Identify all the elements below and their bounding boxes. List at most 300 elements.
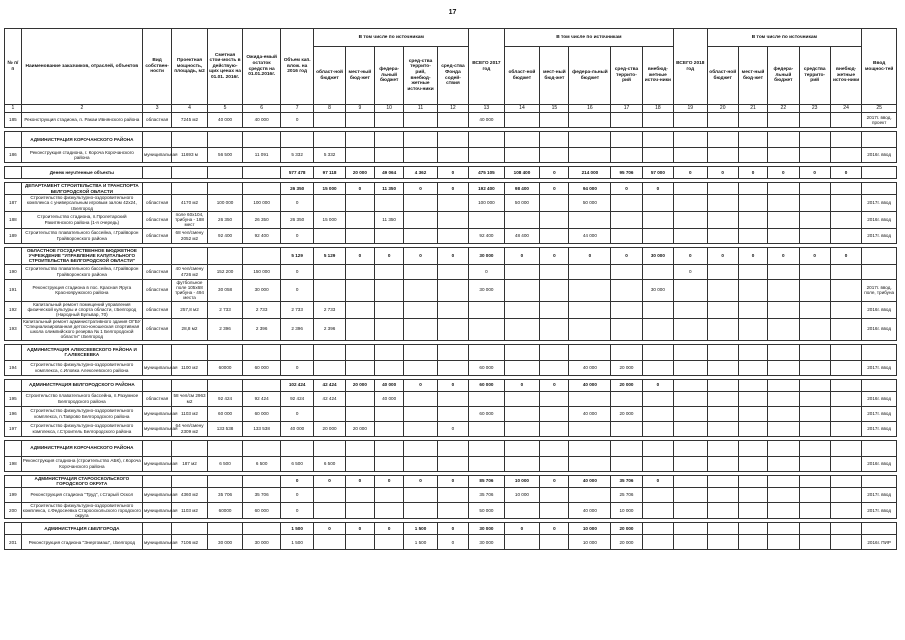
header-src17-territory: сред-ства террито-рий — [611, 47, 642, 105]
value-total17: 50 000 — [469, 502, 505, 519]
value-c17: 20 000 — [611, 535, 642, 550]
section-no — [5, 475, 22, 487]
section-cell — [314, 440, 345, 456]
section-title: АДМИНИСТРАЦИЯ СТАРООСКОЛЬСКОГО ГОРОДСКОГО ОКРУГА — [21, 475, 142, 487]
header-sources-2018: В том числе по источникам — [707, 29, 862, 47]
value-c10 — [375, 148, 404, 163]
value-total18 — [674, 301, 707, 318]
header-row-1 — [5, 29, 897, 47]
value-c12 — [437, 113, 468, 128]
value-c21 — [738, 456, 767, 471]
total-exp — [243, 247, 281, 264]
capacity: 68 чел/смену 2052 м2 — [172, 228, 208, 243]
value-exp: 133 538 — [243, 421, 281, 436]
value-total17 — [469, 301, 505, 318]
header-total-2017: ВСЕГО 2017 год — [469, 29, 505, 105]
value-c23 — [799, 211, 830, 228]
section-cell — [707, 344, 738, 360]
value-c18 — [642, 456, 673, 471]
value-total18 — [674, 502, 707, 519]
value-c9 — [345, 113, 374, 128]
value-c17 — [611, 391, 642, 406]
total-est — [207, 475, 243, 487]
value-exp: 40 000 — [243, 113, 281, 128]
value-c23 — [799, 195, 830, 212]
value-c12 — [437, 195, 468, 212]
value-c20 — [707, 148, 738, 163]
total-c20 — [707, 379, 738, 391]
col-num: 10 — [375, 105, 404, 113]
total-exp — [243, 379, 281, 391]
value-c10 — [375, 502, 404, 519]
value-c16 — [569, 391, 611, 406]
capacity: 1103 м2 — [172, 502, 208, 519]
ownership-type: муниципальная — [142, 535, 171, 550]
header-sources-2016: В том числе по источникам — [314, 29, 469, 47]
value-est: 30 058 — [207, 279, 243, 301]
capacity: 4360 м2 — [172, 487, 208, 502]
section-cell — [172, 344, 208, 360]
value-exp: 2 396 — [243, 318, 281, 340]
value-total17 — [469, 421, 505, 436]
ownership-type: областная — [142, 113, 171, 128]
section-title: АДМИНИСТРАЦИЯ АЛЕКСЕЕВСКОГО РАЙОНА И Г.АЛЕКСЕЕВКА — [21, 344, 142, 360]
value-c10 — [375, 360, 404, 375]
value-exp: 100 000 — [243, 195, 281, 212]
value-c10: 11 350 — [375, 211, 404, 228]
value-c22 — [768, 211, 799, 228]
row-number: 191 — [5, 279, 22, 301]
object-name: Строительство физкультурно-оздоровительного комплекса, с.Иловка Алексеевского района — [21, 360, 142, 375]
value-c15 — [540, 360, 569, 375]
value-c16 — [569, 279, 611, 301]
object-name: Реконструкция стадиона в пос. Красная Яруга Краснояружского района — [21, 279, 142, 301]
value-c14 — [504, 301, 540, 318]
total-c8: 42 424 — [314, 379, 345, 391]
section-cell — [569, 344, 611, 360]
col-num: 22 — [768, 105, 799, 113]
object-name: Строительство плавательного бассейна, г.Грайворон Грайворонского района — [21, 228, 142, 243]
row-number: 197 — [5, 421, 22, 436]
value-total17: 100 000 — [469, 195, 505, 212]
commission: 2016г. ввод — [862, 301, 897, 318]
value-c10 — [375, 318, 404, 340]
total-c10: 49 064 — [375, 167, 404, 179]
value-c14 — [504, 391, 540, 406]
header-area: Проектная мощность, площадь, м2 — [172, 29, 208, 105]
total-c21: 0 — [738, 247, 767, 264]
ownership-type: областная — [142, 391, 171, 406]
capacity: 28,8 м2 — [172, 318, 208, 340]
value-est: 92 400 — [207, 228, 243, 243]
value-c8: 15 000 — [314, 211, 345, 228]
commission: 2017г. ввод — [862, 502, 897, 519]
section-cell — [469, 344, 505, 360]
header-src18-federal: федера-льный бюджет — [768, 47, 799, 105]
value-c23 — [799, 502, 830, 519]
value-c16 — [569, 211, 611, 228]
value-c24 — [830, 228, 861, 243]
value-c8 — [314, 279, 345, 301]
total-c21: 0 — [738, 167, 767, 179]
value-c15 — [540, 228, 569, 243]
commission: 2016г. ввод — [862, 391, 897, 406]
value-c18 — [642, 421, 673, 436]
value-c17 — [611, 301, 642, 318]
capacity: 40 чел/смену 4726 м2 — [172, 264, 208, 279]
value-c23 — [799, 301, 830, 318]
value-c14 — [504, 148, 540, 163]
value-c20 — [707, 502, 738, 519]
value-est: 30 000 — [207, 535, 243, 550]
value-c12 — [437, 360, 468, 375]
value-c17 — [611, 318, 642, 340]
section-cell — [504, 344, 540, 360]
section-cell — [404, 344, 437, 360]
row-number: 200 — [5, 502, 22, 519]
total-c22: 0 — [768, 167, 799, 179]
object-name: Реконструкция стадиона "Труд", г.Старый Оскол — [21, 487, 142, 502]
value-c9 — [345, 318, 374, 340]
area-cell — [172, 475, 208, 487]
value-total17: 40 000 — [469, 113, 505, 128]
value-c23 — [799, 318, 830, 340]
section-cell — [862, 344, 897, 360]
value-c21 — [738, 391, 767, 406]
total-c10: 0 — [375, 523, 404, 535]
value-c18 — [642, 360, 673, 375]
value-c11 — [404, 318, 437, 340]
total-total17: 192 400 — [469, 183, 505, 195]
ownership-type: муниципальная — [142, 421, 171, 436]
value-c14: 50 000 — [504, 195, 540, 212]
total-c15: 0 — [540, 475, 569, 487]
value-c9 — [345, 487, 374, 502]
section-cell — [345, 132, 374, 148]
commission: 2016г. ввод — [862, 318, 897, 340]
section-cell — [207, 344, 243, 360]
commission-cell — [862, 183, 897, 195]
commission-cell — [862, 247, 897, 264]
value-c24 — [830, 487, 861, 502]
commission: 2016г. ввод — [862, 456, 897, 471]
value-c8: 5 332 — [314, 148, 345, 163]
section-cell — [738, 132, 767, 148]
value-c14 — [504, 535, 540, 550]
value-c18 — [642, 228, 673, 243]
col-num: 3 — [142, 105, 171, 113]
commission-cell — [862, 167, 897, 179]
total-c8: 0 — [314, 523, 345, 535]
capacity: поле 60х104, трибуна - 188 мест — [172, 211, 208, 228]
table-row — [5, 391, 897, 406]
total-vol: 5 129 — [280, 247, 313, 264]
section-title: ДЕПАРТАМЕНТ СТРОИТЕЛЬСТВА И ТРАНСПОРТА БЕЛГОРОДСКОЙ ОБЛАСТИ — [21, 183, 142, 195]
section-title: Денеж неучтенные объекты — [21, 167, 142, 179]
value-c21 — [738, 487, 767, 502]
section-cell — [830, 344, 861, 360]
col-num: 12 — [437, 105, 468, 113]
col-num: 4 — [172, 105, 208, 113]
value-c21 — [738, 195, 767, 212]
section-cell — [642, 344, 673, 360]
section-cell — [345, 440, 374, 456]
value-c15 — [540, 391, 569, 406]
total-c24 — [830, 475, 861, 487]
table-row — [5, 301, 897, 318]
value-c21 — [738, 406, 767, 421]
type-cell — [142, 183, 171, 195]
section-cell — [799, 344, 830, 360]
value-est: 60000 — [207, 502, 243, 519]
section-cell — [469, 440, 505, 456]
table-row — [5, 148, 897, 163]
section-cell — [707, 440, 738, 456]
value-c23 — [799, 487, 830, 502]
total-total17: 85 706 — [469, 475, 505, 487]
value-c14 — [504, 211, 540, 228]
value-c17 — [611, 113, 642, 128]
total-c15: 0 — [540, 167, 569, 179]
value-c15 — [540, 211, 569, 228]
value-c10 — [375, 421, 404, 436]
total-exp — [243, 475, 281, 487]
section-no — [5, 167, 22, 179]
total-c14: 0 — [504, 379, 540, 391]
value-c16: 40 000 — [569, 406, 611, 421]
value-c22 — [768, 502, 799, 519]
total-c8: 0 — [314, 475, 345, 487]
row-number: 196 — [5, 406, 22, 421]
object-name: Строительство плавательного бассейна, г.Грайворон Грайворонского района — [21, 264, 142, 279]
value-c17 — [611, 264, 642, 279]
value-c24 — [830, 211, 861, 228]
value-c18 — [642, 211, 673, 228]
col-num: 24 — [830, 105, 861, 113]
table-row — [5, 264, 897, 279]
value-c11 — [404, 228, 437, 243]
value-c10 — [375, 279, 404, 301]
value-vol: 0 — [280, 228, 313, 243]
value-c8 — [314, 113, 345, 128]
col-num: 25 — [862, 105, 897, 113]
table-row — [5, 113, 897, 128]
total-c22: 0 — [768, 247, 799, 264]
area-cell — [172, 183, 208, 195]
section-cell — [243, 132, 281, 148]
section-cell — [375, 344, 404, 360]
total-total17: 30 000 — [469, 523, 505, 535]
value-c20 — [707, 279, 738, 301]
row-number: 195 — [5, 391, 22, 406]
total-c11: 4 362 — [404, 167, 437, 179]
value-vol: 2 396 — [280, 318, 313, 340]
value-exp: 92 400 — [243, 228, 281, 243]
value-est: 2 733 — [207, 301, 243, 318]
total-c11: 0 — [404, 475, 437, 487]
header-sources-2017: В том числе по источникам — [504, 29, 673, 47]
header-src16-territory: сред-ства террито-рий, внебюд-жетные источ-ники — [404, 47, 437, 105]
ownership-type: муниципальная — [142, 148, 171, 163]
total-vol: 1 500 — [280, 523, 313, 535]
ownership-type: муниципальная — [142, 406, 171, 421]
value-c16 — [569, 487, 611, 502]
total-c21 — [738, 183, 767, 195]
section-cell — [404, 132, 437, 148]
col-num: 13 — [469, 105, 505, 113]
value-c11 — [404, 487, 437, 502]
header-src18-regional: област-ной бюджет — [707, 47, 738, 105]
section-cell — [674, 344, 707, 360]
value-c17 — [611, 279, 642, 301]
section-cell — [280, 132, 313, 148]
table-row — [5, 502, 897, 519]
total-est — [207, 183, 243, 195]
commission: 2016г. ПИР — [862, 535, 897, 550]
value-c20 — [707, 228, 738, 243]
value-c9 — [345, 148, 374, 163]
section-cell — [799, 132, 830, 148]
value-c22 — [768, 360, 799, 375]
value-c15 — [540, 535, 569, 550]
value-c23 — [799, 391, 830, 406]
table-row — [5, 487, 897, 502]
capacity: 11693 м — [172, 148, 208, 163]
total-c11: 0 — [404, 183, 437, 195]
value-c24 — [830, 421, 861, 436]
row-number: 186 — [5, 148, 22, 163]
type-cell — [142, 247, 171, 264]
section-no — [5, 344, 22, 360]
value-c20 — [707, 318, 738, 340]
value-c21 — [738, 148, 767, 163]
value-c16 — [569, 421, 611, 436]
value-c20 — [707, 113, 738, 128]
total-c17: 0 — [611, 183, 642, 195]
row-number: 190 — [5, 264, 22, 279]
total-c12: 0 — [437, 167, 468, 179]
total-c17: 35 706 — [611, 475, 642, 487]
section-title: АДМИНИСТРАЦИЯ КОРОЧАНСКОГО РАЙОНА — [21, 440, 142, 456]
value-est: 60000 — [207, 360, 243, 375]
column-numbers-row — [5, 105, 897, 113]
total-vol: 26 350 — [280, 183, 313, 195]
value-total17 — [469, 456, 505, 471]
value-c24 — [830, 301, 861, 318]
value-exp: 26 350 — [243, 211, 281, 228]
value-exp: 30 000 — [243, 279, 281, 301]
value-exp: 30 000 — [243, 535, 281, 550]
value-c22 — [768, 318, 799, 340]
commission: 2017г. ввод — [862, 360, 897, 375]
value-c18 — [642, 406, 673, 421]
value-c8 — [314, 502, 345, 519]
section-cell — [375, 132, 404, 148]
commission: 2016г. ввод — [862, 211, 897, 228]
value-c10 — [375, 264, 404, 279]
section-title: АДМИНИСТРАЦИЯ БЕЛГОРОДСКОГО РАЙОНА — [21, 379, 142, 391]
value-c20 — [707, 456, 738, 471]
value-c21 — [738, 279, 767, 301]
table-row — [5, 421, 897, 436]
value-total18 — [674, 195, 707, 212]
total-c10: 0 — [375, 247, 404, 264]
value-c11 — [404, 148, 437, 163]
col-num: 21 — [738, 105, 767, 113]
value-est: 100 000 — [207, 195, 243, 212]
value-c17 — [611, 211, 642, 228]
value-c24 — [830, 264, 861, 279]
value-c22 — [768, 264, 799, 279]
value-c8: 2 733 — [314, 301, 345, 318]
commission: 2016г. ввод — [862, 148, 897, 163]
section-cell — [674, 132, 707, 148]
value-exp: 60 000 — [243, 360, 281, 375]
value-c15 — [540, 301, 569, 318]
ownership-type: областная — [142, 301, 171, 318]
value-c18 — [642, 535, 673, 550]
value-c9 — [345, 535, 374, 550]
value-c15 — [540, 487, 569, 502]
value-c8 — [314, 406, 345, 421]
value-c12 — [437, 406, 468, 421]
value-c22 — [768, 391, 799, 406]
total-c16: 40 000 — [569, 475, 611, 487]
value-total18 — [674, 487, 707, 502]
ownership-type: муниципальная — [142, 487, 171, 502]
table-row — [5, 535, 897, 550]
total-c23 — [799, 523, 830, 535]
value-c20 — [707, 421, 738, 436]
total-total18 — [674, 475, 707, 487]
value-c12 — [437, 264, 468, 279]
value-c11 — [404, 264, 437, 279]
total-c9: 0 — [345, 475, 374, 487]
ownership-type: муниципальная — [142, 360, 171, 375]
value-c11: 1 500 — [404, 535, 437, 550]
value-c24 — [830, 391, 861, 406]
value-vol: 6 500 — [280, 456, 313, 471]
capacity: 64 чел/смену 2309 м2 — [172, 421, 208, 436]
capacity: футбольное поле 105х68 трибуна - 494 места — [172, 279, 208, 301]
value-vol: 5 332 — [280, 148, 313, 163]
value-est: 92 424 — [207, 391, 243, 406]
value-vol: 2 733 — [280, 301, 313, 318]
value-c12 — [437, 148, 468, 163]
value-c16 — [569, 456, 611, 471]
value-c21 — [738, 301, 767, 318]
value-c12 — [437, 502, 468, 519]
value-c12 — [437, 228, 468, 243]
section-cell — [345, 344, 374, 360]
section-cell — [768, 440, 799, 456]
value-c22 — [768, 487, 799, 502]
value-c24 — [830, 502, 861, 519]
value-vol: 0 — [280, 195, 313, 212]
investment-table — [4, 28, 897, 550]
value-c8 — [314, 535, 345, 550]
total-c9: 0 — [345, 523, 374, 535]
value-exp: 35 706 — [243, 487, 281, 502]
header-src16-federal: федера-льный бюджет — [375, 47, 404, 105]
commission: 2017г. ввод — [862, 487, 897, 502]
value-c12 — [437, 318, 468, 340]
value-vol: 1 500 — [280, 535, 313, 550]
section-cell — [569, 132, 611, 148]
object-name: Строительство физкультурно-оздоровительного комплекса, п.Таврово Белгородского района — [21, 406, 142, 421]
value-c15 — [540, 148, 569, 163]
table-row — [5, 195, 897, 212]
